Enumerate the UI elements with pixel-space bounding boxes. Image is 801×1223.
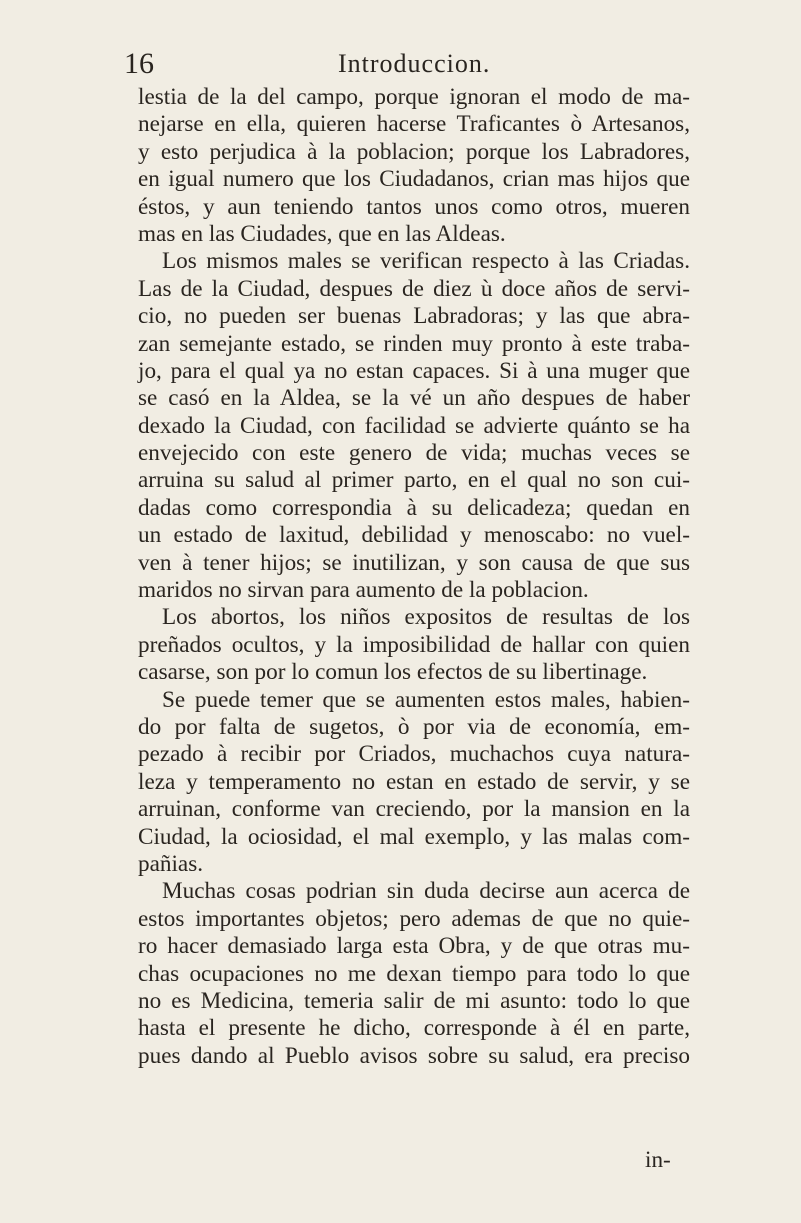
text-line: pezado à recibir por Criados, muchachos cuya natura- [138, 741, 690, 768]
text-line: Muchas cosas podrian sin duda decirse aun acerca de [162, 878, 690, 905]
text-line: jo, para el qual ya no estan capaces. Si à una muger que [138, 357, 690, 384]
text-line: Se puede temer que se aumenten estos males, habien- [162, 686, 690, 713]
text-line: ro hacer demasiado larga esta Obra, y de que otras mu- [138, 933, 690, 960]
page-number: 16 [124, 47, 154, 80]
text-line: y esto perjudica à la poblacion; porque los Labradores, [138, 138, 690, 165]
text-line: zan semejante estado, se rinden muy pronto à este traba- [138, 330, 690, 357]
page-header [124, 44, 664, 84]
text-line: un estado de laxitud, debilidad y menoscabo: no vuel- [138, 522, 690, 549]
text-line: preñados ocultos, y la imposibilidad de hallar con quien [138, 631, 690, 658]
text-line: estos importantes objetos; pero ademas de que no quie- [138, 905, 690, 932]
text-line: arruina su salud al primer parto, en el qual no son cui- [138, 467, 690, 494]
text-line: Los mismos males se verifican respecto à las Criadas. [162, 248, 690, 275]
text-line: do por falta de sugetos, ò por via de economía, em- [138, 713, 690, 740]
text-line: arruinan, conforme van creciendo, por la mansion en la [138, 796, 690, 823]
text-line: cio, no pueden ser buenas Labradoras; y las que abra- [138, 303, 690, 330]
text-line: Ciudad, la ociosidad, el mal exemplo, y las malas com- [138, 823, 690, 850]
text-line: dexado la Ciudad, con facilidad se advierte quánto se ha [138, 412, 690, 439]
text-line: no es Medicina, temeria salir de mi asunto: todo lo que [138, 987, 690, 1014]
text-line: éstos, y aun teniendo tantos unos como otros, mueren [138, 193, 690, 220]
text-line: pues dando al Pueblo avisos sobre su salud, era preciso [138, 1042, 690, 1069]
text-line: lestia de la del campo, porque ignoran el modo de ma- [138, 84, 690, 110]
text-line: chas ocupaciones no me dexan tiempo para todo lo que [138, 960, 690, 987]
text-line: nejarse en ella, quieren hacerse Traficantes ò Artesanos, [138, 111, 690, 138]
text-line: mas en las Ciudades, que en las Aldeas. [138, 220, 506, 247]
text-line: envejecido con este genero de vida; muchas veces se [138, 440, 690, 467]
text-line: maridos no sirvan para aumento de la poblacion. [138, 577, 589, 604]
text-line: pañias. [138, 850, 204, 877]
text-line: casarse, son por lo comun los efectos de su libertinage. [138, 659, 648, 686]
text-line: Las de la Ciudad, despues de diez ù doce años de servi- [138, 275, 690, 302]
text-line: hasta el presente he dicho, corresponde à él en parte, [138, 1015, 690, 1042]
text-line: se casó en la Aldea, se la vé un año despues de haber [138, 385, 690, 412]
text-line: en igual numero que los Ciudadanos, crian mas hijos que [138, 166, 690, 193]
text-line: leza y temperamento no estan en estado de servir, y se [138, 768, 690, 795]
running-title: Introduccion. [338, 49, 491, 78]
text-line: Los abortos, los niños expositos de resultas de los [162, 604, 690, 631]
text-line: dadas como correspondia à su delicadeza; quedan en [138, 494, 690, 521]
body-text [138, 84, 690, 1070]
catchword: in- [645, 1147, 671, 1173]
text-line: ven à tener hijos; se inutilizan, y son causa de que sus [138, 549, 690, 576]
